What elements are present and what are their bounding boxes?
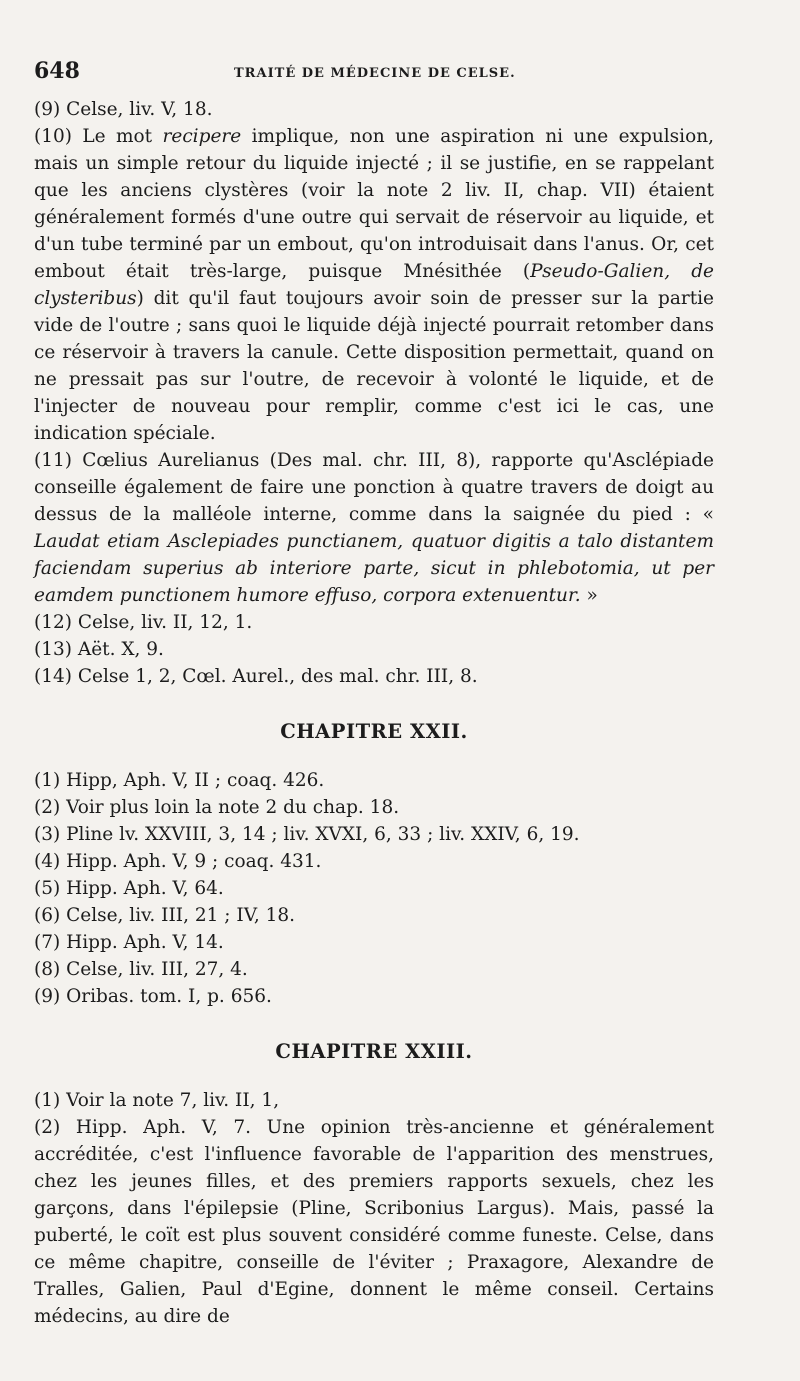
ch22-note-8: (8) Celse, liv. III, 27, 4. — [34, 959, 248, 980]
footnote-14: (14) Celse 1, 2, Cœl. Aurel., des mal. chr. III, 8. — [34, 666, 478, 687]
ch22-note-4: (4) Hipp. Aph. V, 9 ; coaq. 431. — [34, 851, 322, 872]
ch22-note-9: (9) Oribas. tom. I, p. 656. — [34, 986, 272, 1007]
footnote-11: (11) Cœlius Aurelianus (Des mal. chr. III, 8), rapporte qu'Asclépiade conseille également de faire une ponction à quatre travers de doigt au dessus de la malléole interne, comme dans la saignée du pied : « Laudat etiam Asclepiades punctianem, quatuor digitis a talo distantem faciendam superius ab interiore parte, sicut in phlebotomia, ut per eamdem punctionem humore effuso, corpora extenuentur. » — [34, 450, 714, 606]
ch22-note-5: (5) Hipp. Aph. V, 64. — [34, 878, 224, 899]
ch22-note-6: (6) Celse, liv. III, 21 ; IV, 18. — [34, 905, 295, 926]
footnote-13: (13) Aët. X, 9. — [34, 639, 164, 660]
ch22-note-3: (3) Pline lv. XXVIII, 3, 14 ; liv. XVXI, 6, 33 ; liv. XXIV, 6, 19. — [34, 824, 580, 845]
ch22-note-7: (7) Hipp. Aph. V, 14. — [34, 932, 224, 953]
page-content — [34, 96, 714, 1330]
ch22-note-1: (1) Hipp, Aph. V, II ; coaq. 426. — [34, 770, 325, 791]
footnote-12: (12) Celse, liv. II, 12, 1. — [34, 612, 253, 633]
running-title: TRAITÉ DE MÉDECINE DE CELSE. — [234, 66, 516, 81]
page-number: 648 — [34, 58, 80, 84]
ch23-note-1: (1) Voir la note 7, liv. II, 1, — [34, 1090, 280, 1111]
ch22-note-2: (2) Voir plus loin la note 2 du chap. 18. — [34, 797, 400, 818]
chapter-xxiii-heading: CHAPITRE XXIII. — [275, 1040, 473, 1063]
running-head — [34, 58, 734, 94]
footnote-10: (10) Le mot recipere implique, non une aspiration ni une expulsion, mais un simple retour du liquide injecté ; il se justifie, en se rappelant que les anciens clystères (voir la note 2 liv. II, chap. VII) étaient généralement formés d'une outre qui servait de réservoir au liquide, et d'un tube terminé par un embout, qu'on introduisait dans l'anus. Or, cet embout était très-large, puisque Mnésithée (Pseudo-Galien, de clysteribus) dit qu'il faut toujours avoir soin de presser sur la partie vide de l'outre ; sans quoi le liquide déjà injecté pourrait retomber dans ce réservoir à travers la canule. Cette disposition permettait, quand on ne pressait pas sur l'outre, de recevoir à volonté le liquide, et de l'injecter de nouveau pour remplir, comme c'est ici le cas, une indication spéciale. — [34, 126, 715, 444]
ch23-note-2: (2) Hipp. Aph. V, 7. Une opinion très-ancienne et généralement accréditée, c'est l'influence favorable de l'apparition des menstrues, chez les jeunes filles, et des premiers rapports sexuels, chez les garçons, dans l'épilepsie (Pline, Scribonius Largus). Mais, passé la puberté, le coït est plus souvent considéré comme funeste. Celse, dans ce même chapitre, conseille de l'éviter ; Praxagore, Alexandre de Tralles, Galien, Paul d'Egine, donnent le même conseil. Certains médecins, au dire de — [34, 1117, 714, 1327]
footnote-9: (9) Celse, liv. V, 18. — [34, 99, 213, 120]
chapter-xxii-heading: CHAPITRE XXII. — [280, 720, 468, 743]
